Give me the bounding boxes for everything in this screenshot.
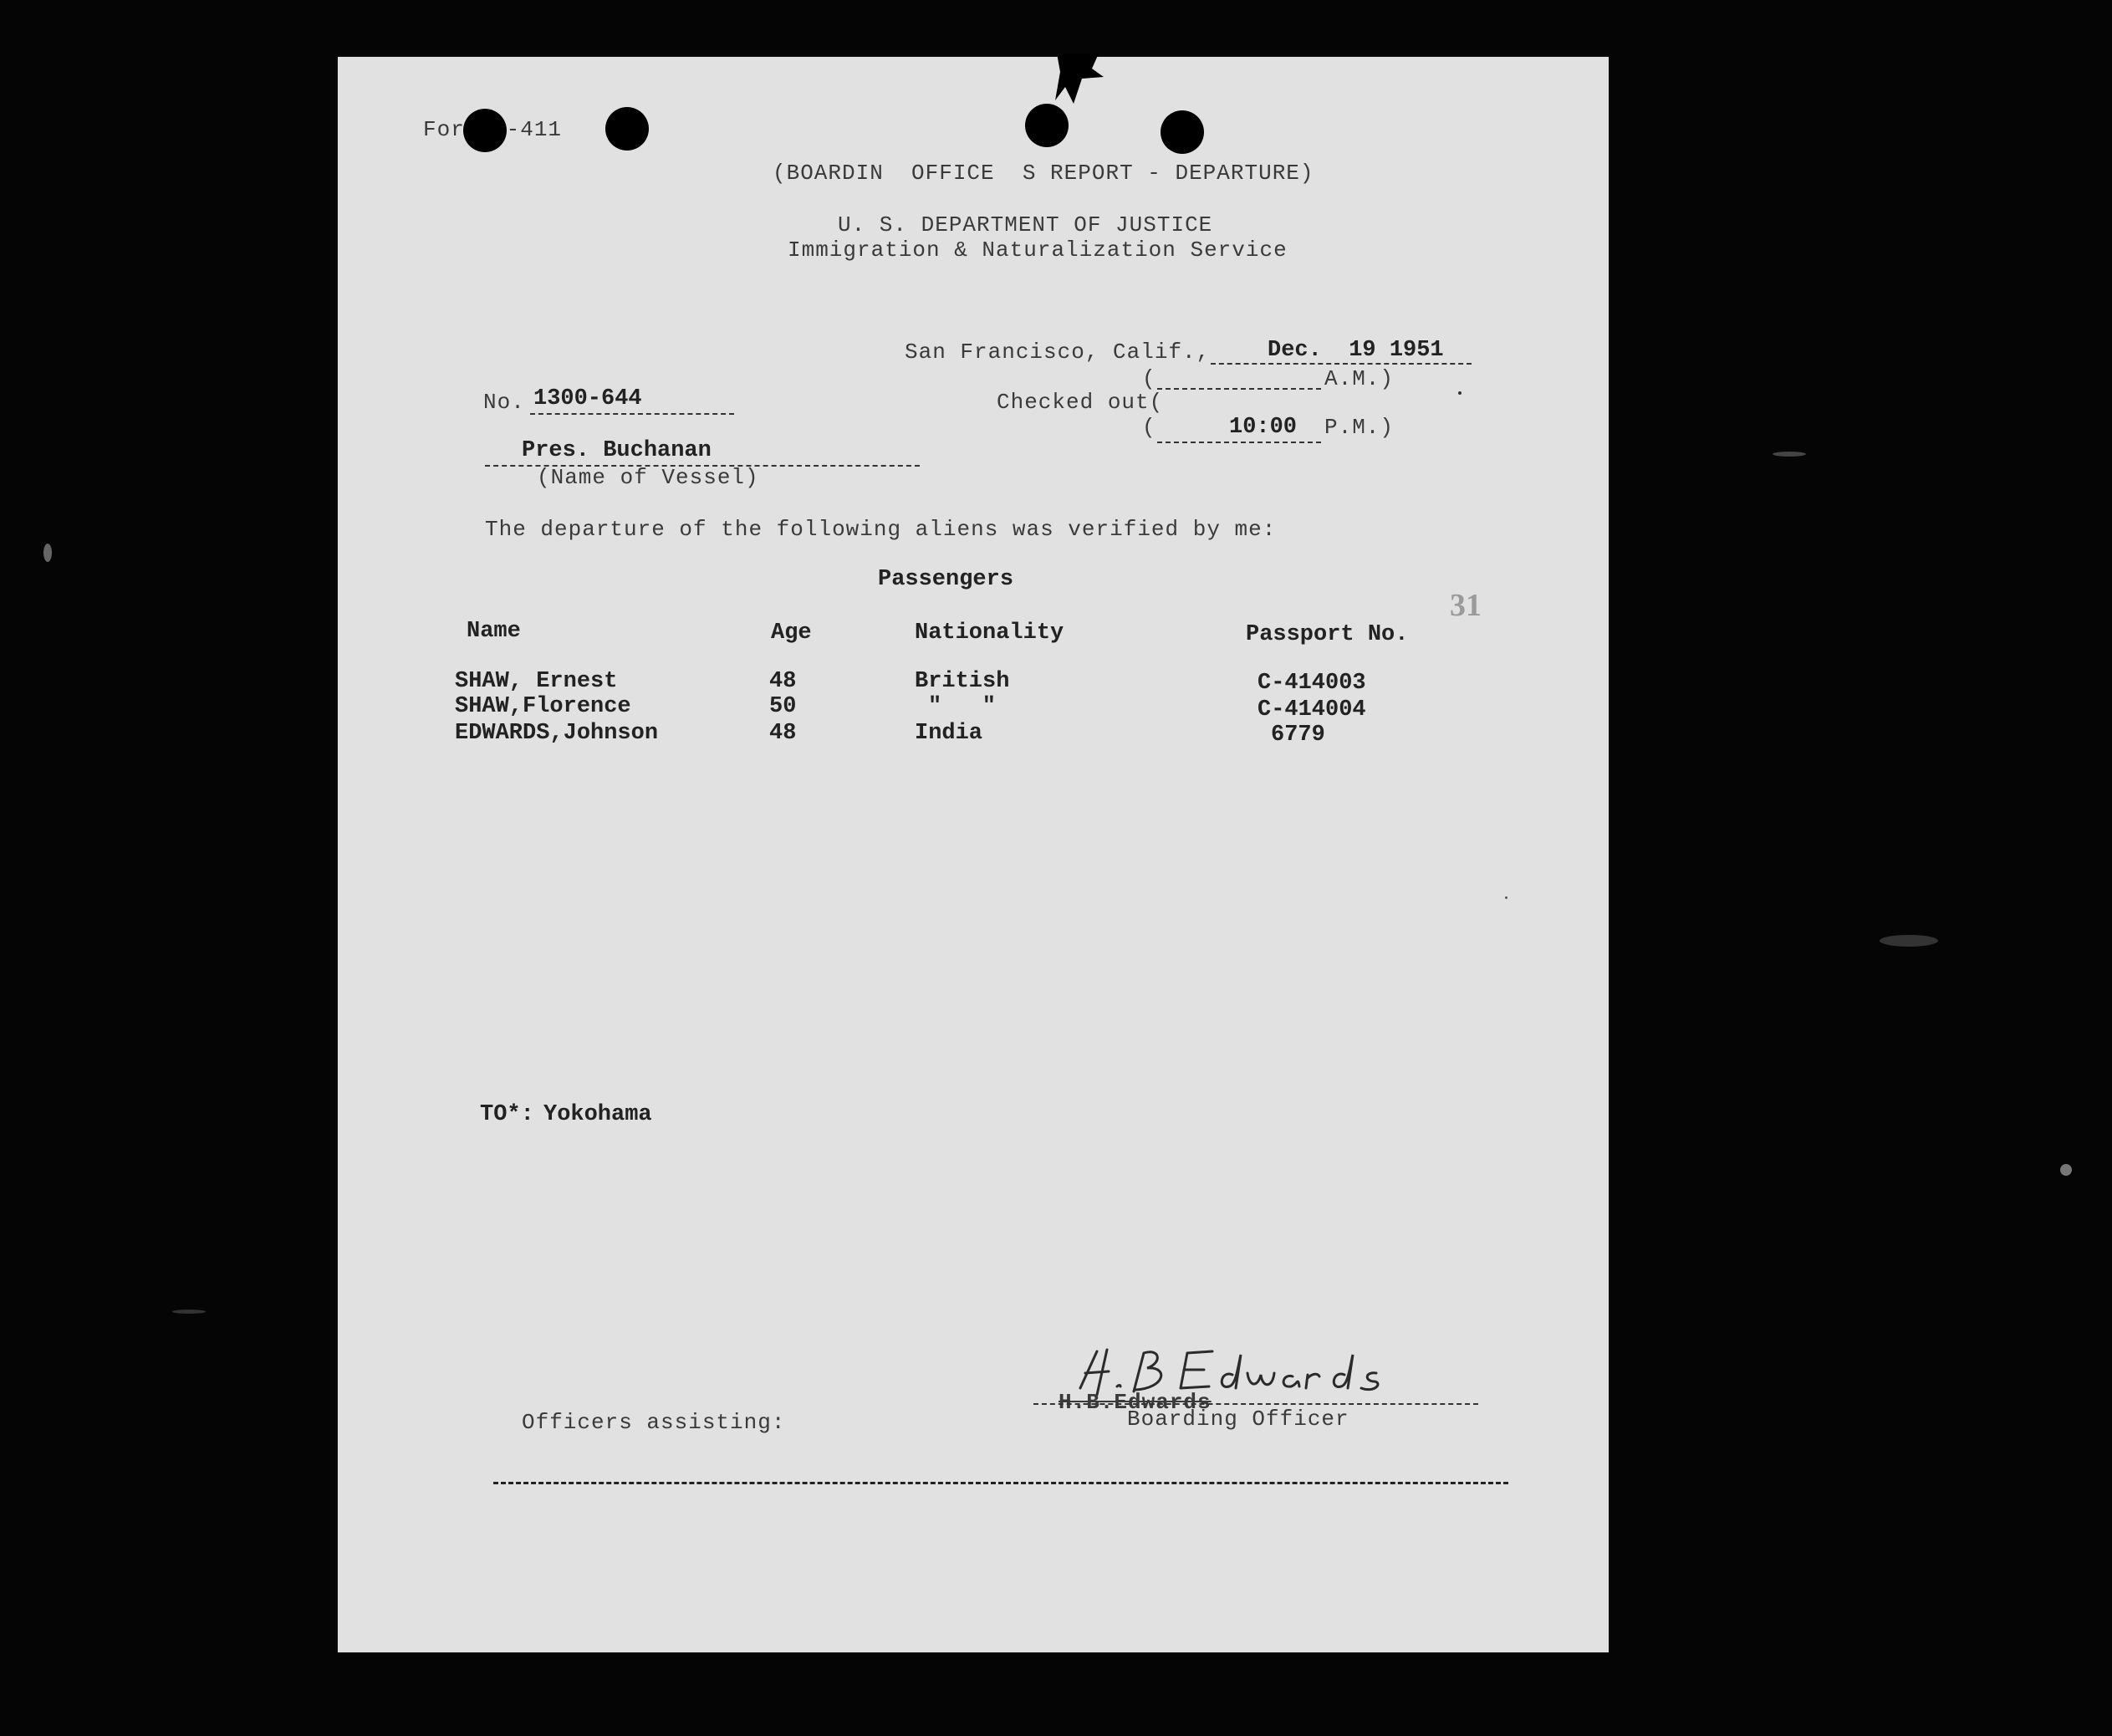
verification-statement: The departure of the following aliens was verified by me: [485,517,1277,542]
cell-passport: C-414003 [1258,671,1366,696]
header-name: Name [467,619,521,644]
header-nationality: Nationality [915,620,1064,646]
cell-passport: C-414004 [1258,697,1366,722]
passengers-heading: Passengers [878,567,1014,592]
scan-speck [1505,896,1507,899]
report-date: Dec. 19 1951 [1268,338,1444,363]
number-label: No. [483,390,525,415]
cell-nationality: India [915,721,983,746]
scan-artifact [1880,935,1938,947]
checked-out-label: Checked out( [997,390,1164,415]
officer-name: H.B.Edwards [1059,1390,1212,1415]
torn-edge-mark [1048,54,1107,120]
signature-line [1033,1403,1478,1405]
pm-paren: ( [1142,415,1156,440]
pm-label: P.M.) [1324,415,1395,440]
destination-value: Yokohama [543,1102,652,1127]
scan-speck [1458,391,1462,395]
am-underline [1157,388,1321,390]
place-label: San Francisco, Calif., [905,340,1211,365]
date-underline [1211,363,1472,365]
page-stamp-number: 31 [1450,588,1482,623]
cell-name: EDWARDS,Johnson [455,721,659,746]
scan-artifact [1773,452,1806,457]
number-underline [530,413,734,415]
officer-title: Boarding Officer [1127,1407,1349,1432]
cell-passport: 6779 [1271,722,1325,748]
vessel-caption: (Name of Vessel) [537,465,759,490]
cell-name: SHAW, Ernest [455,669,618,694]
agency-name: U. S. DEPARTMENT OF JUSTICE [838,212,1213,237]
pm-underline [1157,442,1321,443]
cell-age: 50 [769,694,797,719]
departure-time: 10:00 [1229,415,1298,440]
service-name: Immigration & Naturalization Service [788,237,1288,263]
form-number: For -411 [423,117,563,142]
am-label: A.M.) [1324,366,1395,391]
scan-artifact [2060,1164,2072,1176]
cell-name: SHAW,Florence [455,694,631,719]
cell-nationality: British [915,669,1010,694]
header-passport: Passport No. [1246,622,1409,647]
cell-age: 48 [769,669,797,694]
vessel-name: Pres. Buchanan [522,438,712,463]
file-number: 1300-644 [533,386,642,411]
header-age: Age [771,620,812,646]
punch-hole [1161,110,1204,154]
officers-assisting-line [493,1482,1508,1484]
cell-age: 48 [769,721,797,746]
scan-artifact [172,1310,206,1314]
destination-label: TO*: [480,1102,534,1127]
scan-artifact [43,544,52,562]
am-paren: ( [1142,366,1156,391]
punch-hole [605,107,649,151]
cell-nationality: " " [928,694,997,719]
report-title: (BOARDIN OFFICE S REPORT - DEPARTURE) [773,161,1314,186]
officers-assisting-label: Officers assisting: [522,1410,786,1435]
document-page [338,57,1609,1652]
